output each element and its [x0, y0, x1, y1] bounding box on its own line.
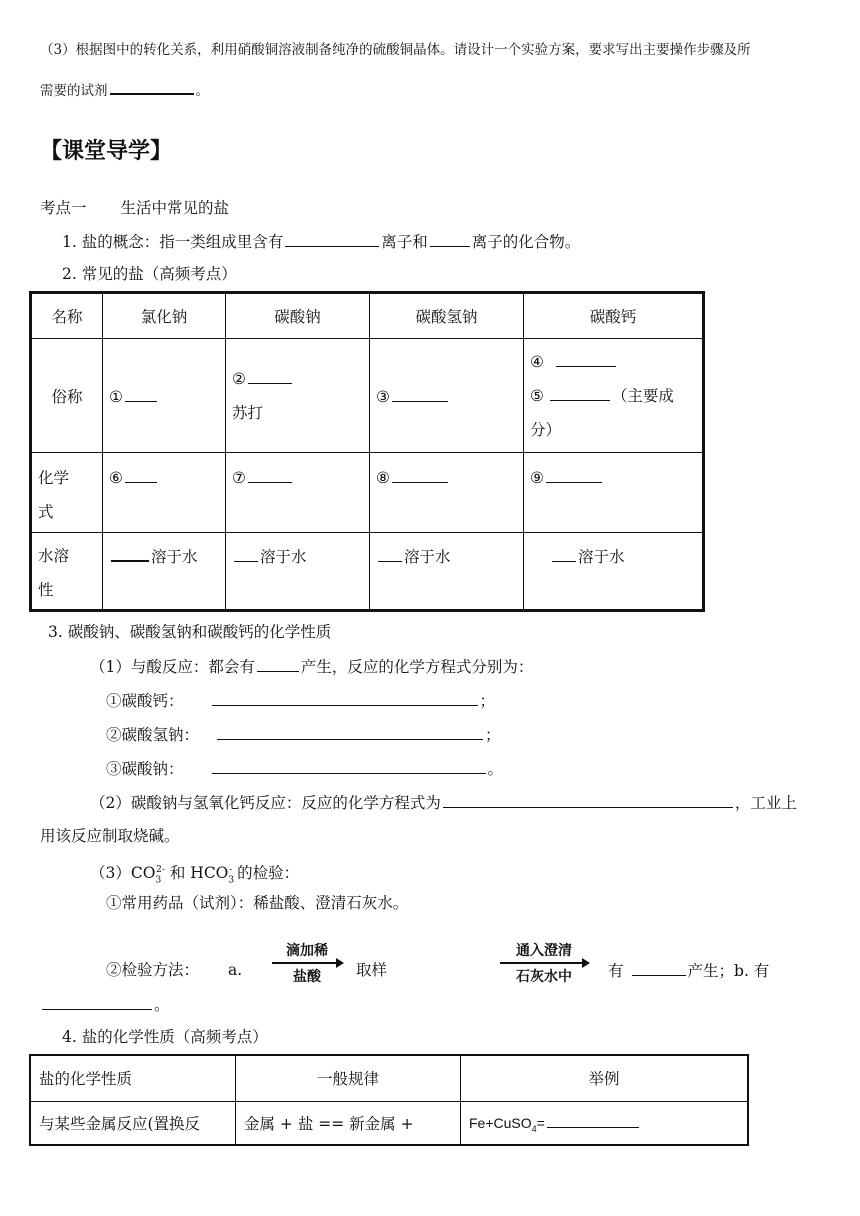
item3-2-line2: 用该反应制取烧碱。: [40, 827, 180, 845]
item2: 2. 常见的盐（高频考点）: [62, 265, 237, 283]
table1-header: 碳酸钠: [226, 293, 370, 339]
cell-na2co3-solubility: [226, 533, 370, 611]
circle-num-4: ④: [530, 352, 544, 371]
solubility-label-a: 水溶: [38, 547, 70, 565]
method-produce: 产生；b. 有: [687, 962, 770, 980]
item3-1-prefix: （1）与酸反应：都会有: [90, 658, 255, 676]
method-blank-a[interactable]: [632, 960, 686, 976]
item1-prefix: 1. 盐的概念：指一类组成里含有: [62, 233, 284, 251]
eq-na2co3-end: 。: [487, 760, 504, 778]
common-salts-table: [29, 291, 705, 612]
caco3-note: （主要成: [611, 386, 674, 405]
arrow2-icon: [500, 962, 588, 964]
q3-line2-text: 需要的试剂: [40, 83, 108, 99]
co3-sub: 3: [155, 875, 162, 886]
arrow1-bottom-label: 盐酸: [293, 969, 321, 985]
co3-text: （3）CO: [90, 864, 156, 883]
cell-na2co3-formula: [226, 453, 370, 533]
table1-row-suming: [31, 339, 704, 453]
circle-num-2: ②: [232, 369, 246, 388]
section-title: 【课堂导学】: [40, 139, 173, 164]
eq-caco3: [106, 690, 495, 711]
eq-na2co3-blank[interactable]: [212, 758, 486, 774]
cell-nacl-solubility: [103, 533, 226, 611]
cell-nahco3-solubility: [370, 533, 524, 611]
example-formula: Fe+CuSO: [469, 1114, 532, 1131]
table2-cell-example: [461, 1101, 749, 1145]
solubility-text: 溶于水: [260, 548, 307, 566]
eq-caco3-blank[interactable]: [212, 690, 478, 706]
q3-line1: （3）根据图中的转化关系，利用硝酸铜溶液制备纯净的硫酸铜晶体。请设计一个实验方案，要求写出主要操作步骤及所: [40, 42, 751, 58]
item1-blank2[interactable]: [430, 231, 470, 247]
arrow2-top-label: 通入澄清: [516, 943, 572, 959]
cell-caco3-suming: [524, 339, 704, 453]
table1-header: 名称: [31, 293, 103, 339]
item3-1: [90, 656, 533, 677]
item3-2: [90, 792, 797, 813]
method-line2: [40, 994, 170, 1015]
eq-caco3-label: ①碳酸钙：: [106, 692, 184, 710]
circle-num-1: ①: [109, 387, 123, 406]
cell-nacl-suming: [103, 339, 226, 453]
cell-nahco3-formula: [370, 453, 524, 533]
arrow-limewater: [500, 940, 588, 986]
eq-caco3-end: ；: [479, 692, 496, 710]
row-label-suming: 俗称: [31, 339, 103, 453]
item4: 4. 盐的化学性质（高频考点）: [62, 1028, 268, 1046]
method-mid: 取样: [356, 961, 388, 979]
formula-label-b: 式: [38, 503, 54, 521]
method-a: a.: [228, 961, 243, 979]
na2co3-alias: 苏打: [232, 403, 264, 422]
table1-row-formula: [31, 453, 704, 533]
eq-ca-oh-blank[interactable]: [443, 792, 733, 808]
table1-row-solubility: [31, 533, 704, 611]
blank-sol-1[interactable]: [111, 545, 149, 562]
item3-3: [90, 860, 299, 890]
row-label-formula: [31, 453, 103, 533]
eq-nahco3-end: ；: [485, 726, 501, 744]
eq-nahco3-blank[interactable]: [217, 724, 483, 740]
item3-2-prefix: （2）碳酸钠与氢氧化钙反应：反应的化学方程式为: [90, 794, 441, 812]
hco3-text: 和 HCO: [164, 864, 229, 883]
cell-nacl-formula: [103, 453, 226, 533]
table2-cell-property: 与某些金属反应(置换反: [30, 1101, 236, 1145]
arrow2-bottom-label: 石灰水中: [516, 969, 572, 985]
item1-blank1[interactable]: [285, 231, 379, 247]
arrow1-icon: [272, 962, 342, 964]
cell-caco3-formula: [524, 453, 704, 533]
example-equals: =: [536, 1114, 545, 1131]
table2-header: 一般规律: [236, 1055, 461, 1101]
q3-line2-end: 。: [195, 83, 209, 99]
row-label-solubility: [31, 533, 103, 611]
method-you: 有: [608, 962, 624, 980]
blank-1[interactable]: [125, 386, 157, 402]
arrow-add-hcl: [272, 940, 342, 986]
blank-sol-4[interactable]: [552, 546, 576, 562]
solubility-label-b: 性: [38, 581, 54, 599]
circle-num-5: ⑤: [530, 386, 544, 405]
example-blank[interactable]: [547, 1112, 639, 1128]
hco3-sub: 3: [228, 875, 235, 886]
blank-8[interactable]: [392, 467, 448, 483]
circle-num-3: ③: [376, 387, 390, 406]
item1: [62, 231, 580, 252]
caco3-note-end: 分）: [530, 420, 562, 439]
blank-7[interactable]: [248, 467, 292, 483]
cell-na2co3-suming: [226, 339, 370, 453]
arrow1-top-label: 滴加稀: [286, 943, 328, 959]
q3-answer-blank[interactable]: [110, 78, 194, 95]
item1-suffix: 离子的化合物。: [471, 233, 581, 251]
blank-sol-2[interactable]: [234, 546, 258, 562]
cell-caco3-solubility: [524, 533, 704, 611]
solubility-text: 溶于水: [578, 548, 625, 566]
eq-nahco3: [106, 724, 501, 745]
eq-na2co3-label: ③碳酸钠：: [106, 760, 184, 778]
table2-header: 盐的化学性质: [30, 1055, 236, 1101]
item3-3-suffix: 的检验：: [232, 864, 300, 883]
example-sub: 4: [531, 1123, 537, 1134]
item3-1-suffix: 产生，反应的化学方程式分别为：: [300, 658, 534, 676]
table1-header: 碳酸钙: [524, 293, 704, 339]
blank-sol-3[interactable]: [378, 546, 402, 562]
table2-row: [30, 1101, 748, 1145]
hco3-sup: -: [229, 865, 233, 875]
salt-properties-table: [29, 1054, 749, 1146]
method-result: [608, 960, 769, 981]
solubility-text: 溶于水: [151, 548, 198, 566]
table2-header-row: [30, 1055, 748, 1101]
method-blank-b[interactable]: [42, 994, 152, 1010]
cell-nahco3-suming: [370, 339, 524, 453]
solubility-text: 溶于水: [404, 548, 451, 566]
circle-num-6: ⑥: [109, 469, 123, 487]
blank-5[interactable]: [550, 385, 610, 401]
blank-6[interactable]: [125, 467, 157, 483]
item3-2-suffix: ，工业上: [734, 794, 797, 812]
co3-sup: 2-: [156, 865, 165, 875]
circle-num-7: ⑦: [232, 469, 246, 487]
circle-num-9: ⑨: [530, 469, 544, 487]
blank-2[interactable]: [248, 368, 292, 384]
table1-header: 氯化钠: [103, 293, 226, 339]
q3-line2: [40, 78, 209, 101]
circle-num-8: ⑧: [376, 469, 390, 487]
kaodian1: [40, 198, 229, 218]
item1-mid: 离子和: [381, 233, 428, 251]
formula-label-a: 化学: [38, 469, 70, 487]
table2-header: 举例: [461, 1055, 749, 1101]
method-label: ②检验方法：: [106, 961, 200, 979]
blank-4[interactable]: [556, 351, 616, 367]
blank-9[interactable]: [546, 467, 602, 483]
table1-header: 碳酸氢钠: [370, 293, 524, 339]
gas-blank[interactable]: [257, 656, 299, 672]
kaodian1-title: 生活中常见的盐: [120, 199, 230, 217]
method-end: 。: [154, 996, 170, 1014]
table2-cell-rule: 金属 + 盐 == 新金属 +: [236, 1101, 461, 1145]
eq-na2co3: [106, 758, 503, 779]
blank-3[interactable]: [392, 386, 448, 402]
kaodian1-label: 考点一: [40, 199, 87, 217]
reagents: ①常用药品（试剂）：稀盐酸、澄清石灰水。: [106, 894, 409, 912]
table1-header-row: [31, 293, 704, 339]
eq-nahco3-label: ②碳酸氢钠：: [106, 726, 200, 744]
item3: 3. 碳酸钠、碳酸氢钠和碳酸钙的化学性质: [48, 623, 332, 641]
